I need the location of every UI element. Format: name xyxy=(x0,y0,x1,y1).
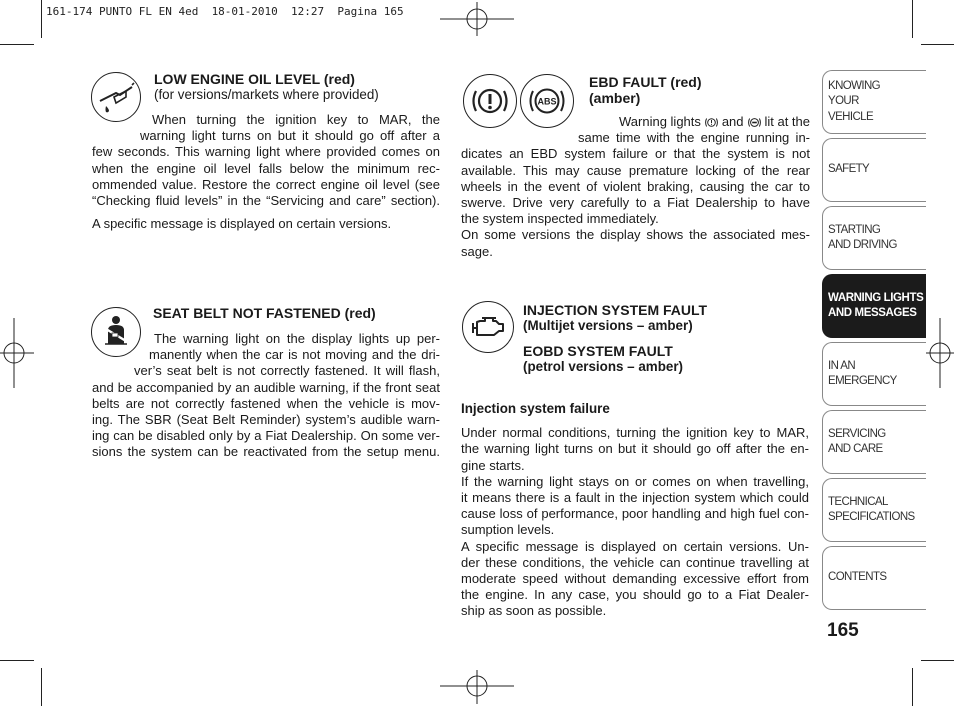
ebd-title: EBD FAULT (red) xyxy=(589,74,702,90)
registration-mark-bottom xyxy=(440,670,514,704)
print-header: 161-174 PUNTO FL EN 4ed 18-01-2010 12:27 Pagina 165 xyxy=(46,5,404,18)
section-oil-title xyxy=(154,71,379,103)
crop-mark xyxy=(0,44,34,45)
injection-line: it means there is a fault in the injection system which could xyxy=(461,490,809,506)
tab-label: KNOWING xyxy=(828,79,881,92)
tab-label: EMERGENCY xyxy=(828,375,897,387)
ebd-line: the system inspected immediately. xyxy=(461,211,659,227)
ebd-body xyxy=(461,114,810,260)
injection-line: A specific message is displayed on certain versions. Un- xyxy=(461,538,809,554)
belt-body xyxy=(92,331,440,461)
oil-title: LOW ENGINE OIL LEVEL (red) xyxy=(154,71,355,87)
injection-line: gine starts. xyxy=(461,457,525,473)
tab-warning-lights-and-messages[interactable] xyxy=(822,274,926,338)
ebd-text: and xyxy=(721,114,744,129)
oil-line: When turning the ignition key to MAR, the xyxy=(152,112,440,127)
tab-technical-specifications[interactable] xyxy=(822,478,926,542)
tab-knowing-your-vehicle[interactable] xyxy=(822,70,926,134)
tab-label: SERVICING xyxy=(828,427,886,440)
tab-starting-and-driving[interactable] xyxy=(822,206,926,270)
belt-line: The warning light on the display lights up per- xyxy=(154,331,440,346)
tab-label: SAFETY xyxy=(828,163,870,176)
engine-icon xyxy=(462,301,514,353)
injection-title: INJECTION SYSTEM FAULT xyxy=(523,302,708,318)
tab-label: WARNING LIGHTS xyxy=(828,291,924,304)
tab-safety[interactable] xyxy=(822,138,926,202)
oil-line: warning light turns on but it should go off after a xyxy=(140,128,440,144)
eobd-subtitle: (petrol versions – amber) xyxy=(523,359,683,374)
oil-note: A specific message is displayed on certain versions. xyxy=(92,216,392,232)
oil-subtitle: (for versions/markets where provided) xyxy=(154,87,379,102)
belt-line: ing can be disabled only by a Fiat Dealership. On some ver- xyxy=(92,428,440,444)
belt-title: SEAT BELT NOT FASTENED (red) xyxy=(153,305,376,321)
ebd-title-amber: (amber) xyxy=(589,90,641,106)
injection-line: the warning light turns on but it should go off after the en- xyxy=(461,441,809,457)
belt-line: sions the system can be reactivated from the setup menu. xyxy=(92,444,440,460)
tab-label: AND DRIVING xyxy=(828,239,897,251)
section-belt-title xyxy=(153,305,376,321)
injection-body xyxy=(461,401,809,620)
crop-mark xyxy=(41,0,42,38)
crop-mark xyxy=(921,44,954,45)
crop-mark xyxy=(912,668,913,706)
page-number: 165 xyxy=(827,620,859,641)
crop-mark xyxy=(0,660,34,661)
tab-contents[interactable] xyxy=(822,546,926,610)
ebd-line: On some versions the display shows the associated mes- xyxy=(461,227,810,243)
abs-inline-icon xyxy=(747,116,762,129)
injection-line: the engine. In any case, you should go to a Fiat Dealer- xyxy=(461,587,809,603)
belt-line: ver’s seat belt is not correctly fastened. It will flash, xyxy=(134,363,440,379)
ebd-line-1 xyxy=(461,114,810,130)
ebd-text: lit at the xyxy=(764,114,810,129)
tab-label: TECHNICAL xyxy=(828,495,888,508)
injection-line: moderate speed without demanding excessive effort from xyxy=(461,571,809,587)
section-ebd-title xyxy=(589,74,702,106)
injection-line: cause loss of performance, poor handling and high fuel con- xyxy=(461,506,809,522)
tab-label: AND CARE xyxy=(828,443,883,455)
registration-mark-left xyxy=(0,318,34,388)
tab-label: AND MESSAGES xyxy=(828,307,917,319)
injection-line: If the warning light stays on or comes on when travelling, xyxy=(461,473,809,489)
oil-line: when the engine oil level falls below the minimum rec- xyxy=(92,160,440,176)
injection-line: der these conditions, the vehicle can continue travelling at xyxy=(461,554,809,570)
ebd-line: swerve. Drive very carefully to a Fiat Dealership to have xyxy=(461,195,810,211)
ebd-text: Warning lights xyxy=(619,114,701,129)
belt-line: manently when the car is not moving and the dri- xyxy=(149,347,440,363)
crop-mark xyxy=(41,668,42,706)
oil-line: ommended value. Restore the correct engine oil level (see xyxy=(92,176,440,192)
oil-body xyxy=(92,112,440,232)
tab-label: STARTING xyxy=(828,223,881,236)
oil-line: “Checking fluid levels” in the “Servicing and care” section). xyxy=(92,193,440,209)
tab-label: CONTENTS xyxy=(828,571,887,584)
injection-line: Under normal conditions, turning the ignition key to MAR, xyxy=(461,425,809,441)
belt-line: ing. The SBR (Seat Belt Reminder) system’s audible warn- xyxy=(92,412,440,428)
ebd-line: available. This may cause premature locking of the rear xyxy=(461,162,810,178)
crop-mark xyxy=(921,660,954,661)
eobd-title: EOBD SYSTEM FAULT xyxy=(523,343,673,359)
tab-label: VEHICLE xyxy=(828,110,874,123)
tab-in-an-emergency[interactable] xyxy=(822,342,926,406)
injection-subhead: Injection system failure xyxy=(461,401,610,416)
abs-label: ABS xyxy=(537,96,557,107)
injection-subtitle: (Multijet versions – amber) xyxy=(523,318,693,333)
tab-label: IN AN xyxy=(828,359,856,372)
oil-line: few seconds. This warning light where provided comes on xyxy=(92,144,440,160)
ebd-line: same time with the engine running in- xyxy=(578,130,810,146)
crop-mark xyxy=(912,0,913,38)
injection-line: sumption levels. xyxy=(461,522,555,538)
registration-mark-top xyxy=(440,2,514,36)
brake-exclamation-inline-icon xyxy=(704,116,719,129)
section-injection-title xyxy=(523,302,707,375)
tab-label: SPECIFICATIONS xyxy=(828,511,915,523)
ebd-line: dicates an EBD system failure or that the system is not xyxy=(461,146,810,162)
injection-line: ship as soon as possible. xyxy=(461,603,607,619)
tab-servicing-and-care[interactable] xyxy=(822,410,926,474)
belt-line: belts are not correctly fastened when the vehicle is mov- xyxy=(92,395,440,411)
ebd-line: wheels in the event of violent braking, causing the car to xyxy=(461,178,810,194)
belt-line: and be accompanied by an audible warning, if the front seat xyxy=(92,379,440,395)
tab-label: YOUR xyxy=(828,95,859,108)
ebd-line: sage. xyxy=(461,243,493,259)
